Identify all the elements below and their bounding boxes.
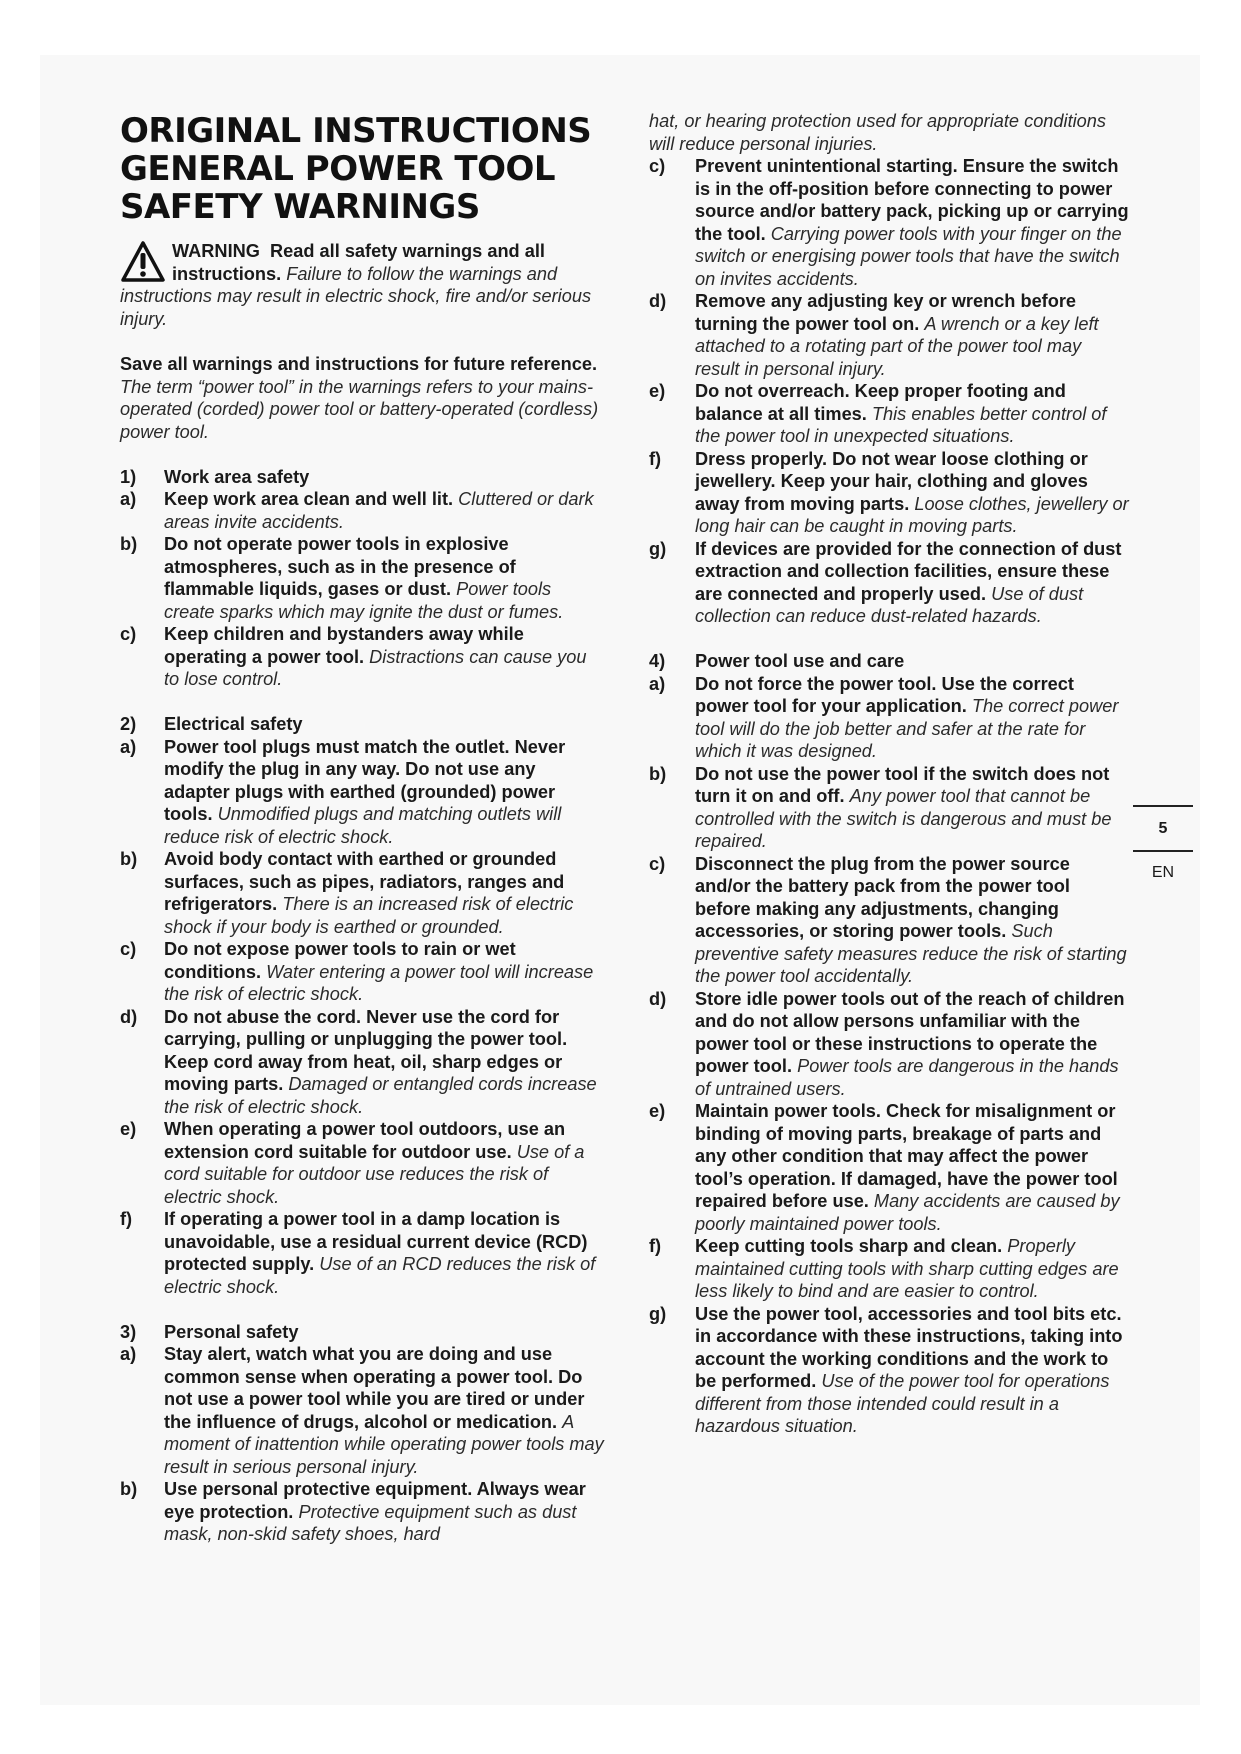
list-item: e) Do not overreach. Keep proper footing and balance at all times. This enables better control of the power tool in unexpected situations. — [649, 381, 1107, 446]
section-heading: 2) Electrical safety — [120, 714, 303, 734]
list-item: g) If devices are provided for the connection of dust extraction and collection facilities, ensure these are connected and properly used. Use of dust collection can reduce dust-related hazards. — [649, 538, 1122, 626]
list-item: g) Use the power tool, accessories and tool bits etc. in accordance with these instructions, taking into account the working conditions and the work to be performed. Use of the power tool for operations different from those intended could result in a hazardous situation. — [649, 1303, 1123, 1436]
list-item: a) Do not force the power tool. Use the correct power tool for your application. The correct power tool will do the job better and safer at the rate for which it was designed. — [649, 673, 1119, 761]
section-heading: 1) Work area safety — [120, 466, 310, 487]
continuation-text: hat, or hearing protection used for appropriate conditions will reduce personal injuries. — [649, 111, 1106, 154]
list-item: c) Disconnect the plug from the power source and/or the battery pack from the power tool before making any adjustments, changing accessories, or storing power tools. Such preventive safety measures reduce the risk of starting the power tool accidentally. — [649, 853, 1127, 986]
warning-block — [120, 240, 605, 330]
side-tab-rule-top — [1133, 805, 1193, 807]
list-item: e) When operating a power tool outdoors, use an extension cord suitable for outdoor use. Use of a cord suitable for outdoor use reduces the risk of electric shock. — [120, 1119, 585, 1207]
save-instructions: Save all warnings and instructions for future reference. The term “power tool” in the warnings refers to your mains-operated (corded) power tool or battery-operated (cordless) power tool. — [120, 354, 599, 442]
list-item: d) Remove any adjusting key or wrench before turning the power tool on. A wrench or a key left attached to a rotating part of the power tool may result in personal injury. — [649, 291, 1099, 379]
left-column — [120, 112, 605, 1546]
list-item: c) Prevent unintentional starting. Ensure the switch is in the off-position before connecting to power source and/or battery pack, picking up or carrying the tool. Carrying power tools with your finger on the switch or energising power tools that have the switch on invites accidents. — [649, 156, 1129, 289]
list-item: a) Keep work area clean and well lit. Cluttered or dark areas invite accidents. — [120, 489, 594, 532]
list-item: f) If operating a power tool in a damp location is unavoidable, use a residual current device (RCD) protected supply. Use of an RCD reduces the risk of electric shock. — [120, 1209, 596, 1297]
list-item: b) Avoid body contact with earthed or grounded surfaces, such as pipes, radiators, ranges and refrigerators. There is an increased risk of electric shock if your body is earthed or grounded. — [120, 849, 574, 937]
warning-bold: Read all safety warnings and all instructions. — [172, 241, 545, 284]
list-item: a) Stay alert, watch what you are doing and use common sense when operating a power tool. Do not use a power tool while you are tired or under the influence of drugs, alcohol or medication. A moment of inattention while operating power tools may result in serious personal injury. — [120, 1344, 604, 1477]
list-item: f) Dress properly. Do not wear loose clothing or jewellery. Keep your hair, clothing and gloves away from moving parts. Loose clothes, jewellery or long hair can be caught in moving parts. — [649, 448, 1129, 536]
list-item: b) Do not operate power tools in explosive atmospheres, such as in the presence of flammable liquids, gases or dust. Power tools create sparks which may ignite the dust or fumes. — [120, 534, 564, 622]
page-number: 5 — [1158, 820, 1168, 837]
list-item: c) Do not expose power tools to rain or wet conditions. Water entering a power tool will increase the risk of electric shock. — [120, 939, 594, 1004]
list-item: b) Use personal protective equipment. Always wear eye protection. Protective equipment such as dust mask, non-skid safety shoes, hard — [120, 1479, 586, 1544]
right-column — [649, 110, 1129, 1438]
warning-triangle-icon — [120, 240, 166, 284]
warning-text: Failure to follow the warnings and instructions may result in electric shock, fire and/or serious injury. — [120, 263, 592, 329]
section-heading: 4) Power tool use and care — [649, 651, 905, 671]
warning-label: WARNING — [172, 241, 260, 261]
list-item: c) Keep children and bystanders away while operating a power tool. Distractions can cause you to lose control. — [120, 624, 587, 689]
section-heading: 3) Personal safety — [120, 1321, 299, 1342]
language-code: EN — [1151, 864, 1175, 881]
list-item: f) Keep cutting tools sharp and clean. Properly maintained cutting tools with sharp cutting edges are less likely to bind and are easier to control. — [649, 1236, 1119, 1301]
list-item: b) Do not use the power tool if the switch does not turn it on and off. Any power tool that cannot be controlled with the switch is dangerous and must be repaired. — [649, 763, 1112, 851]
list-item: e) Maintain power tools. Check for misalignment or binding of moving parts, breakage of parts and any other condition that may affect the power tool’s operation. If damaged, have the power tool repaired before use. Many accidents are caused by poorly maintained power tools. — [649, 1101, 1120, 1234]
list-item: d) Store idle power tools out of the reach of children and do not allow persons unfamiliar with the power tool or these instructions to operate the power tool. Power tools are dangerous in the hands of untrained users. — [649, 988, 1125, 1099]
list-item: d) Do not abuse the cord. Never use the cord for carrying, pulling or unplugging the power tool. Keep cord away from heat, oil, sharp edges or moving parts. Damaged or entangled cords increase the risk of electric shock. — [120, 1006, 597, 1117]
page-title: ORIGINAL INSTRUCTIONS GENERAL POWER TOOL SAFETY WARNINGS — [120, 111, 592, 227]
list-item: a) Power tool plugs must match the outlet. Never modify the plug in any way. Do not use any adapter plugs with earthed (grounded) power tools. Unmodified plugs and matching outlets will reduce risk of electric shock. — [120, 736, 566, 847]
side-tab-rule-bottom — [1133, 850, 1193, 852]
